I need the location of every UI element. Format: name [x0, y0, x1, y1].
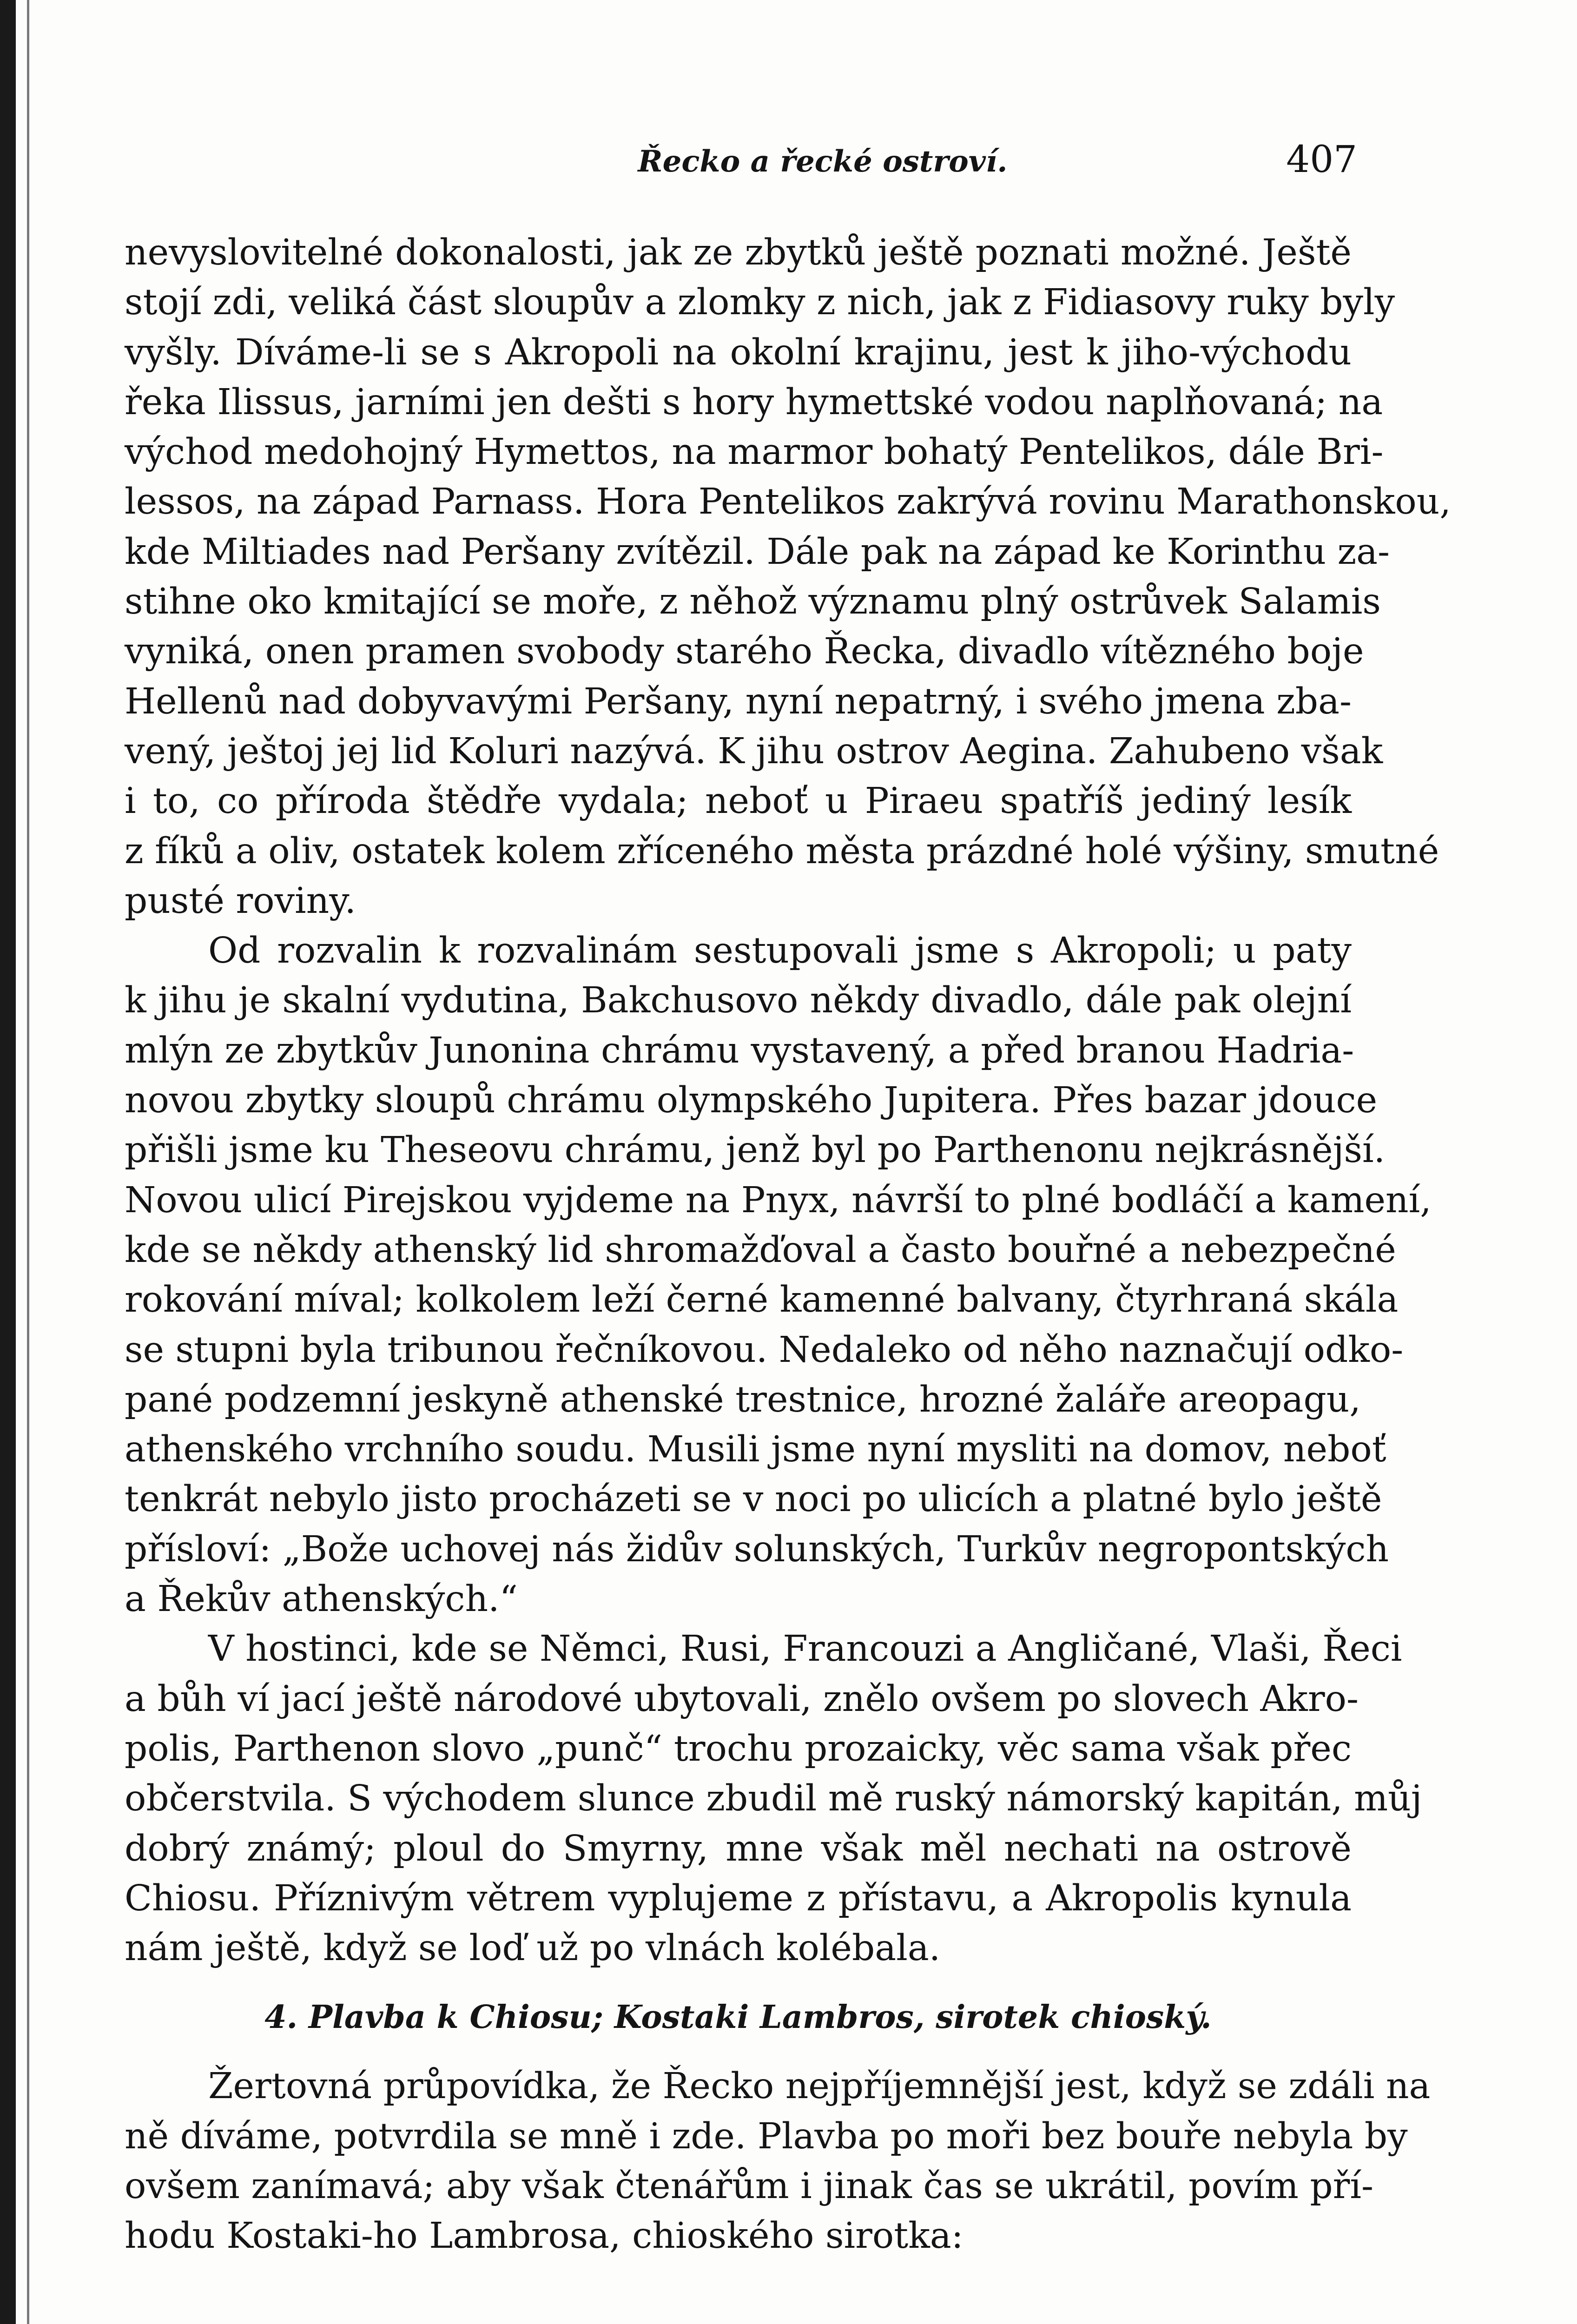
- text-line: hodu Kostaki-ho Lambrosa, chioského sirotka:: [125, 2215, 963, 2257]
- scan-edge-line: [27, 0, 29, 2324]
- text-line: řeka Ilissus, jarními jen dešti s hory hymettské vodou naplňovaná; na: [125, 381, 1383, 423]
- text-line: Chiosu. Příznivým větrem vyplujeme z přístavu, a Akropolis kynula: [125, 1877, 1352, 1919]
- text-line: Žertovná průpovídka, že Řecko nejpříjemnější jest, když se zdáli na: [208, 2066, 1431, 2107]
- text-line: athenského vrchního soudu. Musili jsme nyní mysliti na domov, neboť: [125, 1429, 1386, 1471]
- paragraph: [125, 1624, 1422, 1973]
- text-line: i to, co příroda štědře vydala; neboť u Piraeu spatříš jediný lesík: [125, 780, 1352, 822]
- text-line: přísloví: „Bože uchovej nás židův solunských, Turkův negropontských: [125, 1528, 1389, 1570]
- section-heading: 4. Plavba k Chiosu; Kostaki Lambros, sirotek chioský.: [264, 1999, 1212, 2036]
- text-line: přišli jsme ku Theseovu chrámu, jenž byl po Parthenonu nejkrásnější.: [125, 1129, 1386, 1171]
- body-text: [125, 228, 1451, 2261]
- text-line: vený, ještoj jej lid Koluri nazývá. K jihu ostrov Aegina. Zahubeno však: [125, 730, 1383, 772]
- text-line: kde Miltiades nad Peršany zvítězil. Dále pak na západ ke Korinthu za-: [125, 531, 1390, 573]
- text-line: východ medohojný Hymettos, na marmor bohatý Pentelikos, dále Bri-: [125, 431, 1384, 473]
- text-line: ně díváme, potvrdila se mně i zde. Plavba po moři bez bouře nebyla by: [125, 2115, 1408, 2157]
- text-line: mlýn ze zbytkův Junonina chrámu vystavený, a před branou Hadria-: [125, 1030, 1354, 1071]
- text-line: tenkrát nebylo jisto procházeti se v noci po ulicích a platné bylo ještě: [125, 1479, 1382, 1520]
- paragraph: [125, 926, 1432, 1624]
- text-line: vyniká, onen pramen svobody starého Řecka, divadlo vítězného boje: [125, 631, 1364, 673]
- page-number: 407: [1286, 138, 1357, 181]
- text-line: a bůh ví jací ještě národové ubytovali, znělo ovšem po slovech Akro-: [125, 1678, 1359, 1720]
- text-line: se stupni byla tribunou řečníkovou. Nedaleko od něho naznačují odko-: [125, 1329, 1404, 1371]
- running-title: Řecko a řecké ostroví.: [638, 144, 1008, 179]
- text-line: kde se někdy athenský lid shromažďoval a často bouřné a nebezpečné: [125, 1229, 1396, 1271]
- text-line: k jihu je skalní vydutina, Bakchusovo někdy divadlo, dále pak olejní: [125, 980, 1352, 1022]
- paragraph: [125, 2061, 1431, 2261]
- text-line: vyšly. Díváme-li se s Akropoli na okolní krajinu, jest k jiho-východu: [125, 331, 1352, 373]
- text-line: polis, Parthenon slovo „punč“ trochu prozaicky, věc sama však přec: [125, 1728, 1352, 1769]
- page-header: [125, 135, 1357, 205]
- text-line: občerstvila. S východem slunce zbudil mě ruský námorský kapitán, můj: [125, 1778, 1422, 1820]
- text-line: stojí zdi, veliká část sloupův a zlomky z nich, jak z Fidiasovy ruky byly: [125, 282, 1395, 324]
- scan-edge: [0, 0, 16, 2324]
- text-line: Od rozvalin k rozvalinám sestupovali jsme s Akropoli; u paty: [208, 930, 1352, 972]
- text-line: ovšem zanímavá; aby však čtenářům i jinak čas se ukrátil, povím pří-: [125, 2165, 1374, 2207]
- paragraph: [125, 228, 1451, 926]
- text-line: stihne oko kmitající se moře, z něhož významu plný ostrůvek Salamis: [125, 581, 1381, 623]
- text-line: Novou ulicí Pirejskou vyjdeme na Pnyx, návrší to plné bodláčí a kamení,: [125, 1179, 1432, 1221]
- text-line: novou zbytky sloupů chrámu olympského Jupitera. Přes bazar jdouce: [125, 1080, 1378, 1122]
- text-line: lessos, na západ Parnass. Hora Pentelikos zakrývá rovinu Marathonskou,: [125, 481, 1451, 523]
- text-line: nám ještě, když se loď už po vlnách kolébala.: [125, 1928, 941, 1969]
- text-line: nevyslovitelné dokonalosti, jak ze zbytků ještě poznati možné. Ještě: [125, 232, 1352, 273]
- text-line: dobrý známý; ploul do Smyrny, mne však měl nechati na ostrově: [125, 1828, 1352, 1869]
- text-line: rokování míval; kolkolem leží černé kamenné balvany, čtyrhraná skála: [125, 1279, 1399, 1321]
- text-line: a Řekův athenských.“: [125, 1578, 518, 1620]
- text-line: pusté roviny.: [125, 880, 356, 922]
- text-line: pané podzemní jeskyně athenské trestnice, hrozné žaláře areopagu,: [125, 1379, 1361, 1420]
- text-line: V hostinci, kde se Němci, Rusi, Francouzi a Angličané, Vlaši, Řeci: [208, 1628, 1402, 1670]
- text-line: z fíků a oliv, ostatek kolem zříceného města prázdné holé výšiny, smutné: [125, 830, 1439, 872]
- text-line: Hellenů nad dobyvavými Peršany, nyní nepatrný, i svého jmena zba-: [125, 680, 1352, 722]
